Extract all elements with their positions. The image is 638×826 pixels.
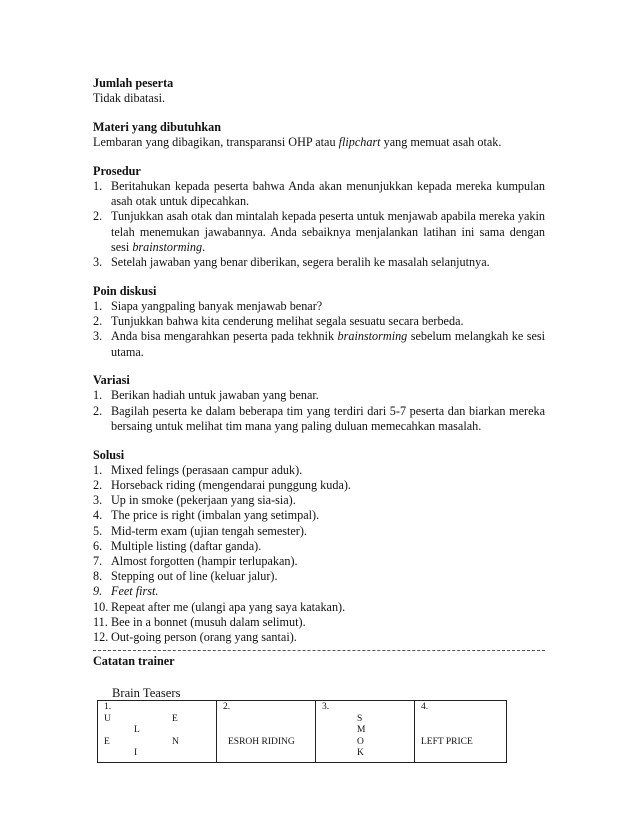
participants-heading: Jumlah peserta [93,76,174,90]
list-item: 5. Mid-term exam (ujian tengah semester). [93,523,307,538]
divider [93,650,545,651]
list-item: 2. Bagilah peserta ke dalam beberapa tim yang terdiri dari 5-7 peserta dan biarkan mereka bersaing untuk melihat tim mana yang paling duluan memecahkan masalah. [93,403,545,433]
list-item: 4. The price is right (imbalan yang setimpal). [93,508,320,523]
list-item: 11. Bee in a bonnet (musuh dalam selimut). [93,614,306,629]
list-item: 9. Feet first. [93,584,159,599]
list-item: 1. Beritahukan kepada peserta bahwa Anda akan menunjukkan kepada mereka kumpulan asah otak untuk dipecahkan. [93,179,545,209]
procedure-section [93,164,545,270]
brain-teasers-table [97,700,507,763]
discussion-heading: Poin diskusi [93,283,157,298]
participants-section [93,76,545,106]
list-item: 1. Berikan hadiah untuk jawaban yang benar. [93,388,319,403]
list-item: 12. Out-going person (orang yang santai). [93,630,297,644]
discussion-section [93,284,545,360]
materials-text: Lembaran yang dibagikan, transparansi OHP atau flipchart yang memuat asah otak. [93,135,502,150]
list-item: 2. Horseback riding (mengendarai punggung kuda). [93,477,351,492]
variation-heading: Variasi [93,373,130,388]
solution-section [93,448,545,646]
variation-list [93,388,545,434]
puzzle-cell-4: 4. LEFT PRICE [415,701,507,763]
list-item: 1. Siapa yangpaling banyak menjawab benar? [93,298,323,313]
list-item: 2. Tunjukkan asah otak dan mintalah kepada peserta untuk menjawab apabila mereka yakin telah menemukan jawabannya. Anda sebaiknya menjalankan latihan ini sama dengan sesi brainstorming. [93,209,545,254]
list-item: 10. Repeat after me (ulangi apa yang saya katakan). [93,599,346,614]
table-row [98,701,507,763]
materials-heading: Materi yang dibutuhkan [93,119,221,134]
list-item: 3. Setelah jawaban yang benar diberikan, segera beralih ke masalah selanjutnya. [93,255,490,270]
list-item: 6. Multiple listing (daftar ganda). [93,538,262,553]
letter-grid: U E L E N I [104,713,179,759]
puzzle-cell-2: 2. ESROH RIDING [217,701,316,763]
document-page [93,76,545,763]
puzzle-cell-1: 1. U E L E N I [98,701,217,763]
list-item: 1. Mixed felings (perasaan campur aduk). [93,462,303,477]
trainer-notes-heading: Catatan trainer [93,654,175,669]
trainer-notes-section [93,654,545,763]
variation-section [93,373,545,434]
brain-teasers-title: Brain Teasers [112,686,181,701]
procedure-list [93,179,545,270]
list-item: 7. Almost forgotten (hampir terlupakan). [93,553,298,568]
solution-list [93,463,545,645]
puzzle-cell-3: 3. S M O K [316,701,415,763]
list-item: 3. Up in smoke (pekerjaan yang sia-sia). [93,493,296,508]
solution-heading: Solusi [93,447,125,462]
procedure-heading: Prosedur [93,163,141,178]
list-item: 8. Stepping out of line (keluar jalur). [93,569,278,584]
list-item: 3. Anda bisa mengarahkan peserta pada tekhnik brainstorming sebelum melangkah ke sesi utama. [93,329,545,359]
participants-text: Tidak dibatasi. [93,91,165,106]
discussion-list [93,299,545,360]
materials-section [93,120,545,150]
list-item: 2. Tunjukkan bahwa kita cenderung melihat segala sesuatu secara berbeda. [93,314,464,329]
